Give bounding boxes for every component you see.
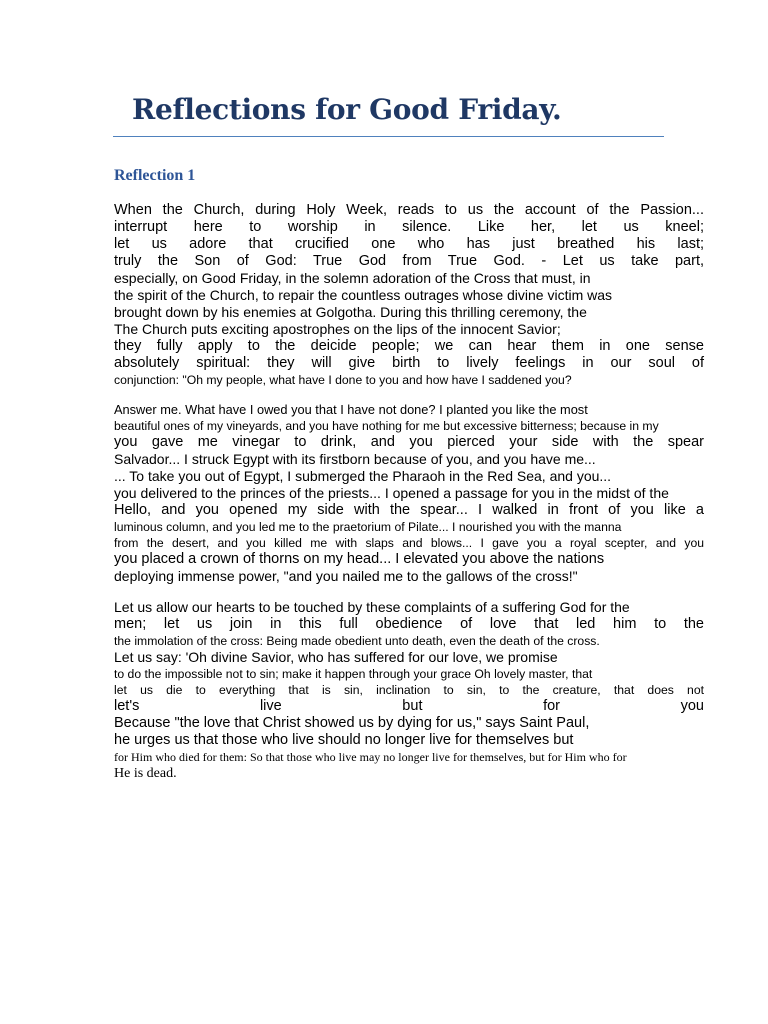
paragraph-spacer (114, 585, 704, 599)
text-line: luminous column, and you led me to the praetorium of Pilate... I nourished you with the manna (114, 520, 622, 534)
text-line: He is dead. (114, 766, 177, 781)
text-line: deploying immense power, "and you nailed me to the gallows of the cross!" (114, 568, 578, 584)
text-line: brought down by his enemies at Golgotha. During this thrilling ceremony, the (114, 304, 587, 320)
text-line: truly the Son of God: True God from True God. - Let us take part, (114, 253, 704, 269)
text-line: for Him who died for them: So that those who live may no longer live for themselves, but for Him who for (114, 750, 627, 764)
text-line: he urges us that those who live should no longer live for themselves but (114, 732, 574, 748)
text-line: ... To take you out of Egypt, I submerged the Pharaoh in the Red Sea, and you... (114, 468, 612, 484)
text-line: the immolation of the cross: Being made obedient unto death, even the death of the cross. (114, 634, 600, 648)
text-line: the spirit of the Church, to repair the countless outrages whose divine victim was (114, 287, 613, 303)
document-body (114, 202, 704, 783)
text-line: you placed a crown of thorns on my head... I elevated you above the nations (114, 551, 605, 567)
text-line: to do the impossible not to sin; make it happen through your grace Oh lovely master, that (114, 667, 593, 681)
paragraph-2 (114, 402, 704, 585)
text-line: absolutely spiritual: they will give birth to lively feelings in our soul of (114, 355, 704, 371)
text-line: interrupt here to worship in silence. Like her, let us kneel; (114, 219, 704, 235)
text-line: you gave me vinegar to drink, and you pierced your side with the spear (114, 434, 704, 450)
text-line: conjunction: "Oh my people, what have I done to you and how have I saddened you? (114, 373, 572, 387)
text-line: The Church puts exciting apostrophes on the lips of the innocent Savior; (114, 321, 561, 337)
text-line: from the desert, and you killed me with slaps and blows... I gave you a royal scepter, and you (114, 536, 704, 550)
text-line: beautiful ones of my vineyards, and you have nothing for me but excessive bitterness; because in my (114, 419, 659, 433)
section-heading: Reflection 1 (114, 167, 196, 184)
text-line: When the Church, during Holy Week, reads to us the account of the Passion... (114, 202, 704, 218)
text-line: let us adore that crucified one who has just breathed his last; (114, 236, 704, 252)
text-line: let us die to everything that is sin, inclination to sin, to the creature, that does not (114, 683, 704, 697)
text-line: Hello, and you opened my side with the spear... I walked in front of you like a (114, 502, 704, 518)
text-line: they fully apply to the deicide people; we can hear them in one sense (114, 338, 704, 354)
text-line: Because "the love that Christ showed us by dying for us," says Saint Paul, (114, 715, 590, 731)
title-divider (113, 136, 664, 137)
paragraph-3 (114, 599, 704, 783)
text-line: you delivered to the princes of the priests... I opened a passage for you in the midst of the (114, 485, 669, 501)
paragraph-spacer (114, 388, 704, 402)
text-line: let's live but for you (114, 698, 704, 714)
text-line: Salvador... I struck Egypt with its firstborn because of you, and you have me... (114, 451, 596, 467)
text-line: Answer me. What have I owed you that I have not done? I planted you like the most (114, 402, 588, 417)
text-line: Let us say: 'Oh divine Savior, who has suffered for our love, we promise (114, 649, 558, 665)
text-line: men; let us join in this full obedience of love that led him to the (114, 616, 704, 632)
text-line: especially, on Good Friday, in the solemn adoration of the Cross that must, in (114, 270, 591, 286)
document-title: Reflections for Good Friday. (132, 93, 562, 126)
paragraph-1 (114, 202, 704, 388)
text-line: Let us allow our hearts to be touched by these complaints of a suffering God for the (114, 599, 630, 615)
